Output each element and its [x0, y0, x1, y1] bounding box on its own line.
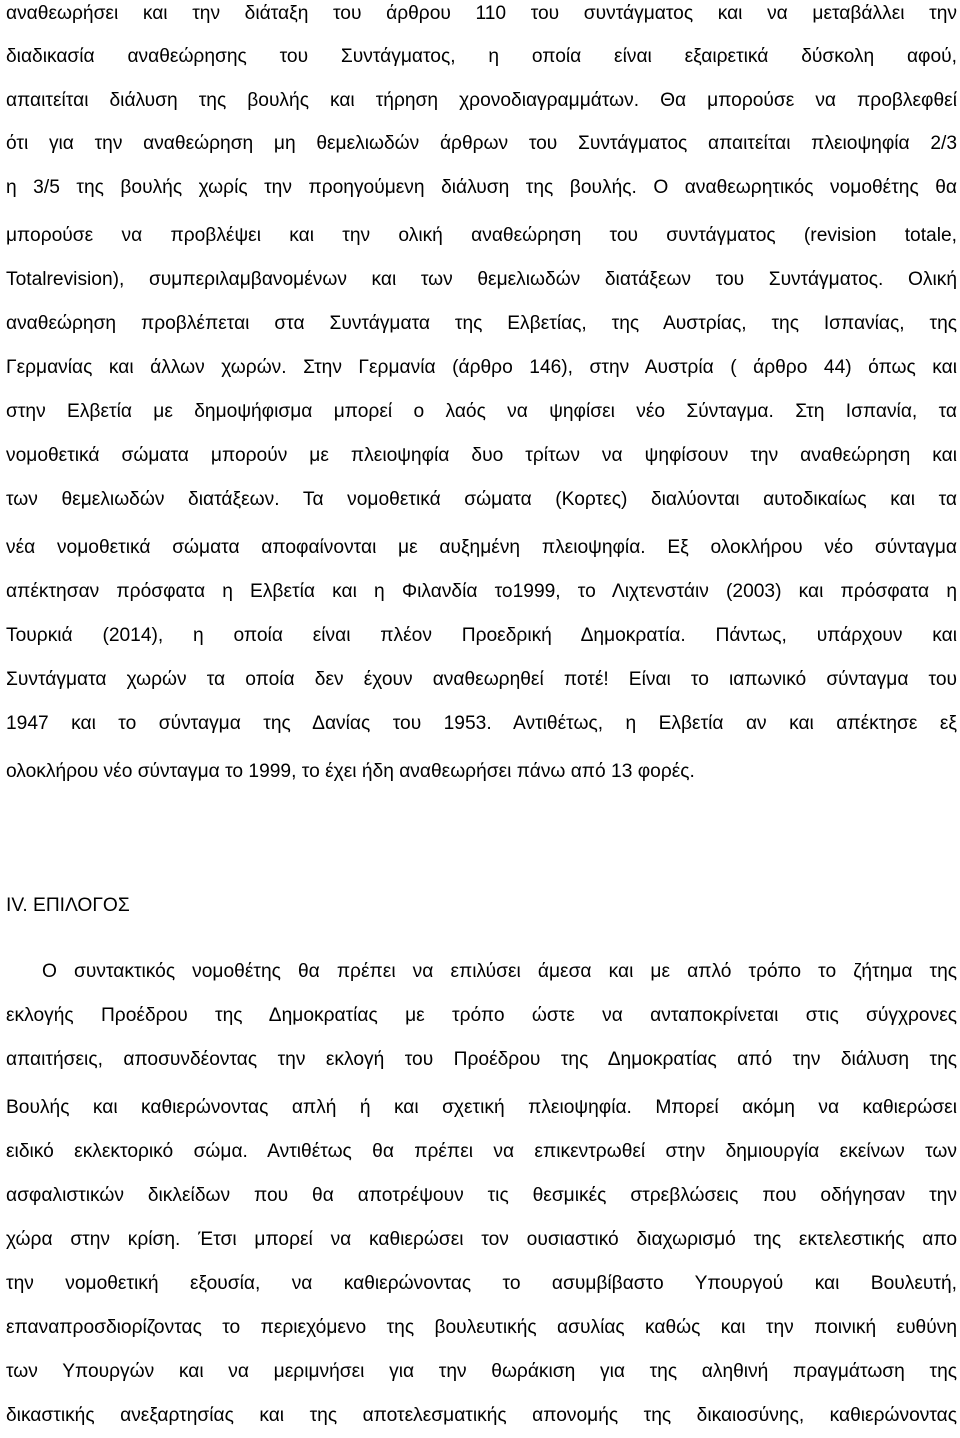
paragraph-2-line: Βουλής και καθιερώνοντας απλή ή και σχετική πλειοψηφία. Μπορεί ακόμη να καθιερώσει — [6, 1097, 957, 1118]
paragraph-1-line: νομοθετικά σώματα μπορούν με πλειοψηφία δυο τρίτων να ψηφίσουν την αναθεώρηση και — [6, 445, 957, 466]
paragraph-2-line: χώρα στην κρίση. Έτσι μπορεί να καθιερώσει τον ουσιαστικό διαχωρισμό της εκτελεστικής απο — [6, 1229, 957, 1250]
paragraph-2-line: δικαστικής ανεξαρτησίας και της αποτελεσματικής απονομής της δικαιοσύνης, καθιερώνοντας — [6, 1405, 957, 1426]
paragraph-2-line: ασφαλιστικών δικλείδων που θα αποτρέψουν τις θεσμικές στρεβλώσεις που οδήγησαν την — [6, 1185, 957, 1206]
paragraph-2-line: Ο συντακτικός νομοθέτης θα πρέπει να επιλύσει άμεσα και με απλό τρόπο το ζήτημα της — [42, 961, 957, 982]
paragraph-1-line: Τουρκιά (2014), η οποία είναι πλέον Προεδρική Δημοκρατία. Πάντως, υπάρχουν και — [6, 625, 957, 646]
paragraph-1-line: νέα νομοθετικά σώματα αποφαίνονται με αυξημένη πλειοψηφία. Εξ ολοκλήρου νέο σύνταγμα — [6, 537, 957, 558]
paragraph-1-line: 1947 και το σύνταγμα της Δανίας του 1953. Αντιθέτως, η Ελβετία αν και απέκτησε εξ — [6, 713, 957, 734]
paragraph-1-line: απέκτησαν πρόσφατα η Ελβετία και η Φιλανδία το1999, το Λιχτενστάιν (2003) και πρόσφατα η — [6, 581, 957, 602]
paragraph-1-line: ολοκλήρου νέο σύνταγμα το 1999, το έχει ήδη αναθεωρήσει πάνω από 13 φορές. — [6, 761, 695, 782]
paragraph-2-line: ειδικό εκλεκτορικό σώμα. Αντιθέτως θα πρέπει να επικεντρωθεί στην δημιουργία εκείνων των — [6, 1141, 957, 1162]
paragraph-1-line: Γερμανίας και άλλων χωρών. Στην Γερμανία (άρθρο 146), στην Αυστρία ( άρθρο 44) όπως και — [6, 357, 957, 378]
paragraph-2-line: εκλογής Προέδρου της Δημοκρατίας με τρόπο ώστε να ανταποκρίνεται στις σύγχρονες — [6, 1005, 957, 1026]
paragraph-1-line: διαδικασία αναθεώρησης του Συντάγματος, η οποία είναι εξαιρετικά δύσκολη αφού, — [6, 46, 957, 67]
paragraph-1-line: η 3/5 της βουλής χωρίς την προηγούμενη διάλυση της βουλής. Ο αναθεωρητικός νομοθέτης θα — [6, 177, 957, 198]
paragraph-1-line: αναθεωρήσει και την διάταξη του άρθρου 110 του συντάγματος και να μεταβάλλει την — [6, 3, 957, 24]
paragraph-1-line: Συντάγματα χωρών τα οποία δεν έχουν αναθεωρηθεί ποτέ! Είναι το ιαπωνικό σύνταγμα του — [6, 669, 957, 690]
paragraph-2-line: την νομοθετική εξουσία, να καθιερώνοντας το ασυμβίβαστο Υπουργού και Βουλευτή, — [6, 1273, 957, 1294]
paragraph-1-line: αναθεώρηση προβλέπεται στα Συντάγματα της Ελβετίας, της Αυστρίας, της Ισπανίας, της — [6, 313, 957, 334]
paragraph-1-line: ότι για την αναθεώρηση μη θεμελιωδών άρθρων του Συντάγματος απαιτείται πλειοψηφία 2/3 — [6, 133, 957, 154]
paragraph-1-line: Totalrevision), συμπεριλαμβανομένων και των θεμελιωδών διατάξεων του Συντάγματος. Ολική — [6, 269, 957, 290]
section-heading: IV. ΕΠΙΛΟΓΟΣ — [6, 895, 130, 916]
paragraph-1-line: απαιτείται διάλυση της βουλής και τήρηση χρονοδιαγραμμάτων. Θα μπορούσε να προβλεφθεί — [6, 90, 957, 111]
paragraph-1-line: στην Ελβετία με δημοψήφισμα μπορεί ο λαός να ψηφίσει νέο Σύνταγμα. Στη Ισπανία, τα — [6, 401, 957, 422]
paragraph-1-line: μπορούσε να προβλέψει και την ολική αναθεώρηση του συντάγματος (revision totale, — [6, 225, 957, 246]
paragraph-2-line: απαιτήσεις, αποσυνδέοντας την εκλογή του Προέδρου της Δημοκρατίας από την διάλυση της — [6, 1049, 957, 1070]
paragraph-2-line: επαναπροσδιορίζοντας το περιεχόμενο της βουλευτικής ασυλίας καθώς και την ποινική ευθύνη — [6, 1317, 957, 1338]
paragraph-1-line: των θεμελιωδών διατάξεων. Τα νομοθετικά σώματα (Κορτες) διαλύονται αυτοδικαίως και τα — [6, 489, 957, 510]
paragraph-2-line: των Υπουργών και να μεριμνήσει για την θωράκιση για της αληθινή πραγμάτωση της — [6, 1361, 957, 1382]
